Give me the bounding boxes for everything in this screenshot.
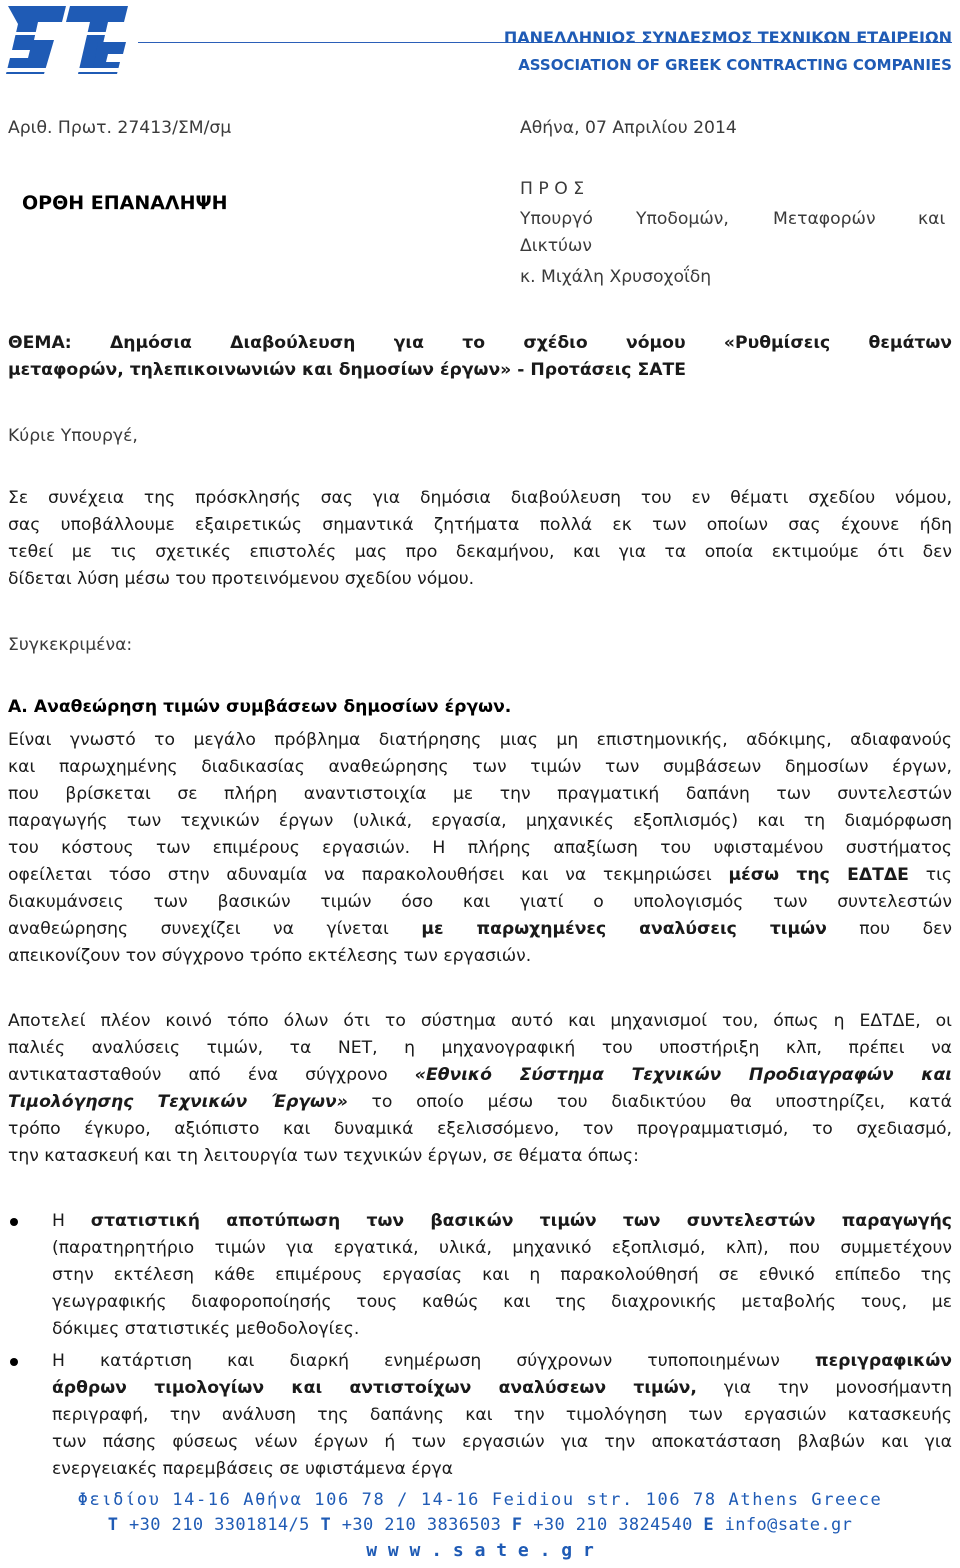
section-a-line: διακυμάνσεις των βασικών τιμών όσο και γιατί ο υπολογισμός των συντελεστών: [8, 892, 952, 912]
fax-label: F: [511, 1515, 523, 1535]
org-name-greek: ΠΑΝΕΛΛΗΝΙΟΣ ΣΥΝΔΕΣΜΟΣ ΤΕΧΝΙΚΩΝ ΕΤΑΙΡΕΙΩΝ: [503, 28, 952, 47]
bullet1-line: (παρατηρητήριο τιμών για εργατικά, υλικά, μηχανικό εξοπλισμό, κλπ), που συμμετέχουν: [52, 1238, 952, 1258]
phone-2: +30 210 3836503: [341, 1515, 502, 1535]
bold-italic-run: Τιμολόγησης Τεχνικών Έργων»: [8, 1092, 348, 1112]
bullet2-line-2: [52, 1375, 952, 1402]
recipient-word-4: και: [918, 209, 946, 229]
para2-line: παλιές αναλύσεις τιμών, τα ΝΕΤ, η μηχανογραφική του υποστήριξη κλπ, πρέπει να: [8, 1038, 952, 1058]
para2-line: Αποτελεί πλέον κοινό τόπο όλων ότι το σύστημα αυτό και μηχανισμοί του, όπως η ΕΔΤΔΕ, οι: [8, 1011, 952, 1031]
para2-line: την κατασκευή και τη λειτουργία των τεχνικών έργων, σε θέματα όπως:: [8, 1146, 639, 1166]
section-a-line: που βρίσκεται σε πλήρη αναντιστοιχία με την πραγματική δαπάνη των συντελεστών: [8, 784, 952, 804]
bullet-item-1: [52, 1208, 952, 1343]
bullet2-line: περιγραφή, την ανάλυση της δαπάνης και την τιμολόγηση των εργασιών κατασκευής: [52, 1405, 952, 1425]
specifically-label: Συγκεκριμένα:: [8, 635, 133, 655]
bold-italic-run: «Εθνικό Σύστημα Τεχνικών Προδιαγραφών και: [414, 1065, 952, 1085]
section-a-line: και παρωχημένης διαδικασίας αναθεώρησης των τιμών των συμβάσεων δημοσίων έργων,: [8, 757, 952, 777]
phone-label: T: [107, 1515, 119, 1535]
para2-line-4: [8, 1089, 952, 1116]
subject-line-1: ΘΕΜΑ: Δημόσια Διαβούλευση για το σχέδιο νόμου «Ρυθμίσεις θεμάτων: [8, 333, 952, 353]
correction-label: ΟΡΘΗ ΕΠΑΝΑΛΗΨΗ: [22, 192, 228, 214]
recipient-word-3: Μεταφορών: [773, 209, 876, 229]
text-run: αντικατασταθούν από ένα σύγχρονο: [8, 1065, 388, 1085]
para2-line-3: [8, 1062, 952, 1089]
bullet1-line-1: [52, 1208, 952, 1235]
bullet-icon: [10, 1218, 18, 1226]
section-a-line: απεικονίζουν τον σύγχρονο τρόπο εκτέλεσης των εργασιών.: [8, 946, 532, 966]
section-a-title: Α. Αναθεώρηση τιμών συμβάσεων δημοσίων έργων.: [8, 697, 512, 717]
subject: [8, 330, 952, 384]
bullet2-line-1: [52, 1348, 952, 1375]
protocol-number: Αριθ. Πρωτ. 27413/ΣΜ/σμ: [8, 118, 232, 138]
sate-logo: [4, 2, 132, 76]
org-name-english: ASSOCIATION OF GREEK CONTRACTING COMPANIES: [518, 56, 952, 74]
website-link[interactable]: w w w . s a t e . g r: [366, 1540, 594, 1561]
text-run: οφείλεται τόσο στην αδυναμία να παρακολουθήσει και να τεκμηριώσει: [8, 865, 712, 885]
intro-line-2: σας υποβάλλουμε εξαιρετικώς σημαντικά ζητήματα πολλά εκ των οποίων σας έχουνε ήδη: [8, 515, 952, 535]
section-a-line: Είναι γνωστό το μεγάλο πρόβλημα διατήρησης μιας μη επιστημονικής, αδόκιμης, αδιαφανούς: [8, 730, 952, 750]
phone-1: +30 210 3301814/5: [129, 1515, 310, 1535]
salutation: Κύριε Υπουργέ,: [8, 426, 138, 446]
phone-label: T: [320, 1515, 332, 1535]
text-run: αναθεώρησης συνεχίζει να γίνεται: [8, 919, 389, 939]
text-run: το οποίο μέσω του διαδικτύου θα υποστηρίζει, κατά: [371, 1092, 952, 1112]
intro-paragraph: [8, 485, 952, 593]
letter-date: Αθήνα, 07 Απριλίου 2014: [520, 118, 737, 138]
intro-line-3: τεθεί με τις σχετικές επιστολές μας προ δεκαμήνου, και για τα οποία εκτιμούμε ότι δεν: [8, 542, 952, 562]
bullet1-line: γεωγραφικής διαφοροποίησής τους καθώς και της διαχρονικής μεταβολής τους, με: [52, 1292, 952, 1312]
bullet2-line: των πάσης φύσεως νέων έργων ή των εργασιών για την αποκατάσταση βλαβών και για: [52, 1432, 952, 1452]
text-run: για την μονοσήμαντη: [723, 1378, 952, 1398]
bullet1-line: στην εκτέλεση κάθε επιμέρους εργασίας και η παρακολούθησή σε εθνικό επίπεδο της: [52, 1265, 952, 1285]
bold-run: στατιστική αποτύπωση των βασικών τιμών των συντελεστών παραγωγής: [90, 1211, 952, 1231]
recipient-name: κ. Μιχάλη Χρυσοχοΐδη: [520, 267, 712, 287]
footer-contacts: [8, 1515, 952, 1535]
paragraph-2: [8, 1008, 952, 1170]
to-label: Π Ρ Ο Σ: [520, 179, 585, 199]
subject-line-2: μεταφορών, τηλεπικοινωνιών και δημοσίων έργων» - Προτάσεις ΣΑΤΕ: [8, 360, 686, 380]
intro-line-4: δίδεται λύση μέσω του προτεινόμενου σχεδίου νόμου.: [8, 569, 475, 589]
para2-line: τρόπο έγκυρο, αξιόπιστο και δυναμικά εξελισσόμενο, τον προγραμματισμό, το σχεδιασμό,: [8, 1119, 952, 1139]
bullet-item-2: [52, 1348, 952, 1483]
section-a-paragraph: [8, 727, 952, 970]
text-run: Η κατάρτιση και διαρκή ενημέρωση σύγχρονων τυποποιημένων: [52, 1351, 780, 1371]
text-run: που δεν: [859, 919, 952, 939]
section-a-line: του κόστους των επιμέρους εργασιών. Η πλήρης απαξίωση του υφισταμένου συστήματος: [8, 838, 952, 858]
intro-line-1: Σε συνέχεια της πρόσκλησής σας για δημόσια διαβούλευση του εν θέματι σχεδίου νόμου,: [8, 488, 952, 508]
section-a-line: παραγωγής των τεχνικών έργων (υλικά, εργασία, μηχανικές εξοπλισμός) και τη διαμόρφωση: [8, 811, 952, 831]
text-run: τις: [925, 865, 952, 885]
footer-address: Φειδίου 14-16 Αθήνα 106 78 / 14-16 Feidiou str. 106 78 Athens Greece: [77, 1490, 883, 1510]
bold-run: περιγραφικών: [815, 1351, 952, 1371]
fax-number: +30 210 3824540: [533, 1515, 693, 1535]
section-a-line-6: [8, 862, 952, 889]
recipient-word-2: Υποδομών,: [636, 209, 729, 229]
bullet2-line: ενεργειακές παρεμβάσεις σε υφιστάμενα έργα: [52, 1459, 453, 1479]
bold-run: μέσω της ΕΔΤΔΕ: [728, 865, 909, 885]
email-link[interactable]: info@sate.gr: [724, 1515, 853, 1535]
bold-run: άρθρων τιμολογίων και αντιστοίχων αναλύσεων τιμών,: [52, 1378, 697, 1398]
recipient-word-1: Υπουργό: [520, 209, 593, 229]
email-label: E: [703, 1515, 714, 1535]
bold-run: με παρωχημένες αναλύσεις τιμών: [421, 919, 827, 939]
recipient-line-2: Δικτύων: [520, 236, 592, 256]
bullet1-line: δόκιμες στατιστικές μεθοδολογίες.: [52, 1319, 360, 1339]
bullet-icon: [10, 1358, 18, 1366]
section-a-line-8: [8, 916, 952, 943]
text-run: Η: [52, 1211, 65, 1231]
